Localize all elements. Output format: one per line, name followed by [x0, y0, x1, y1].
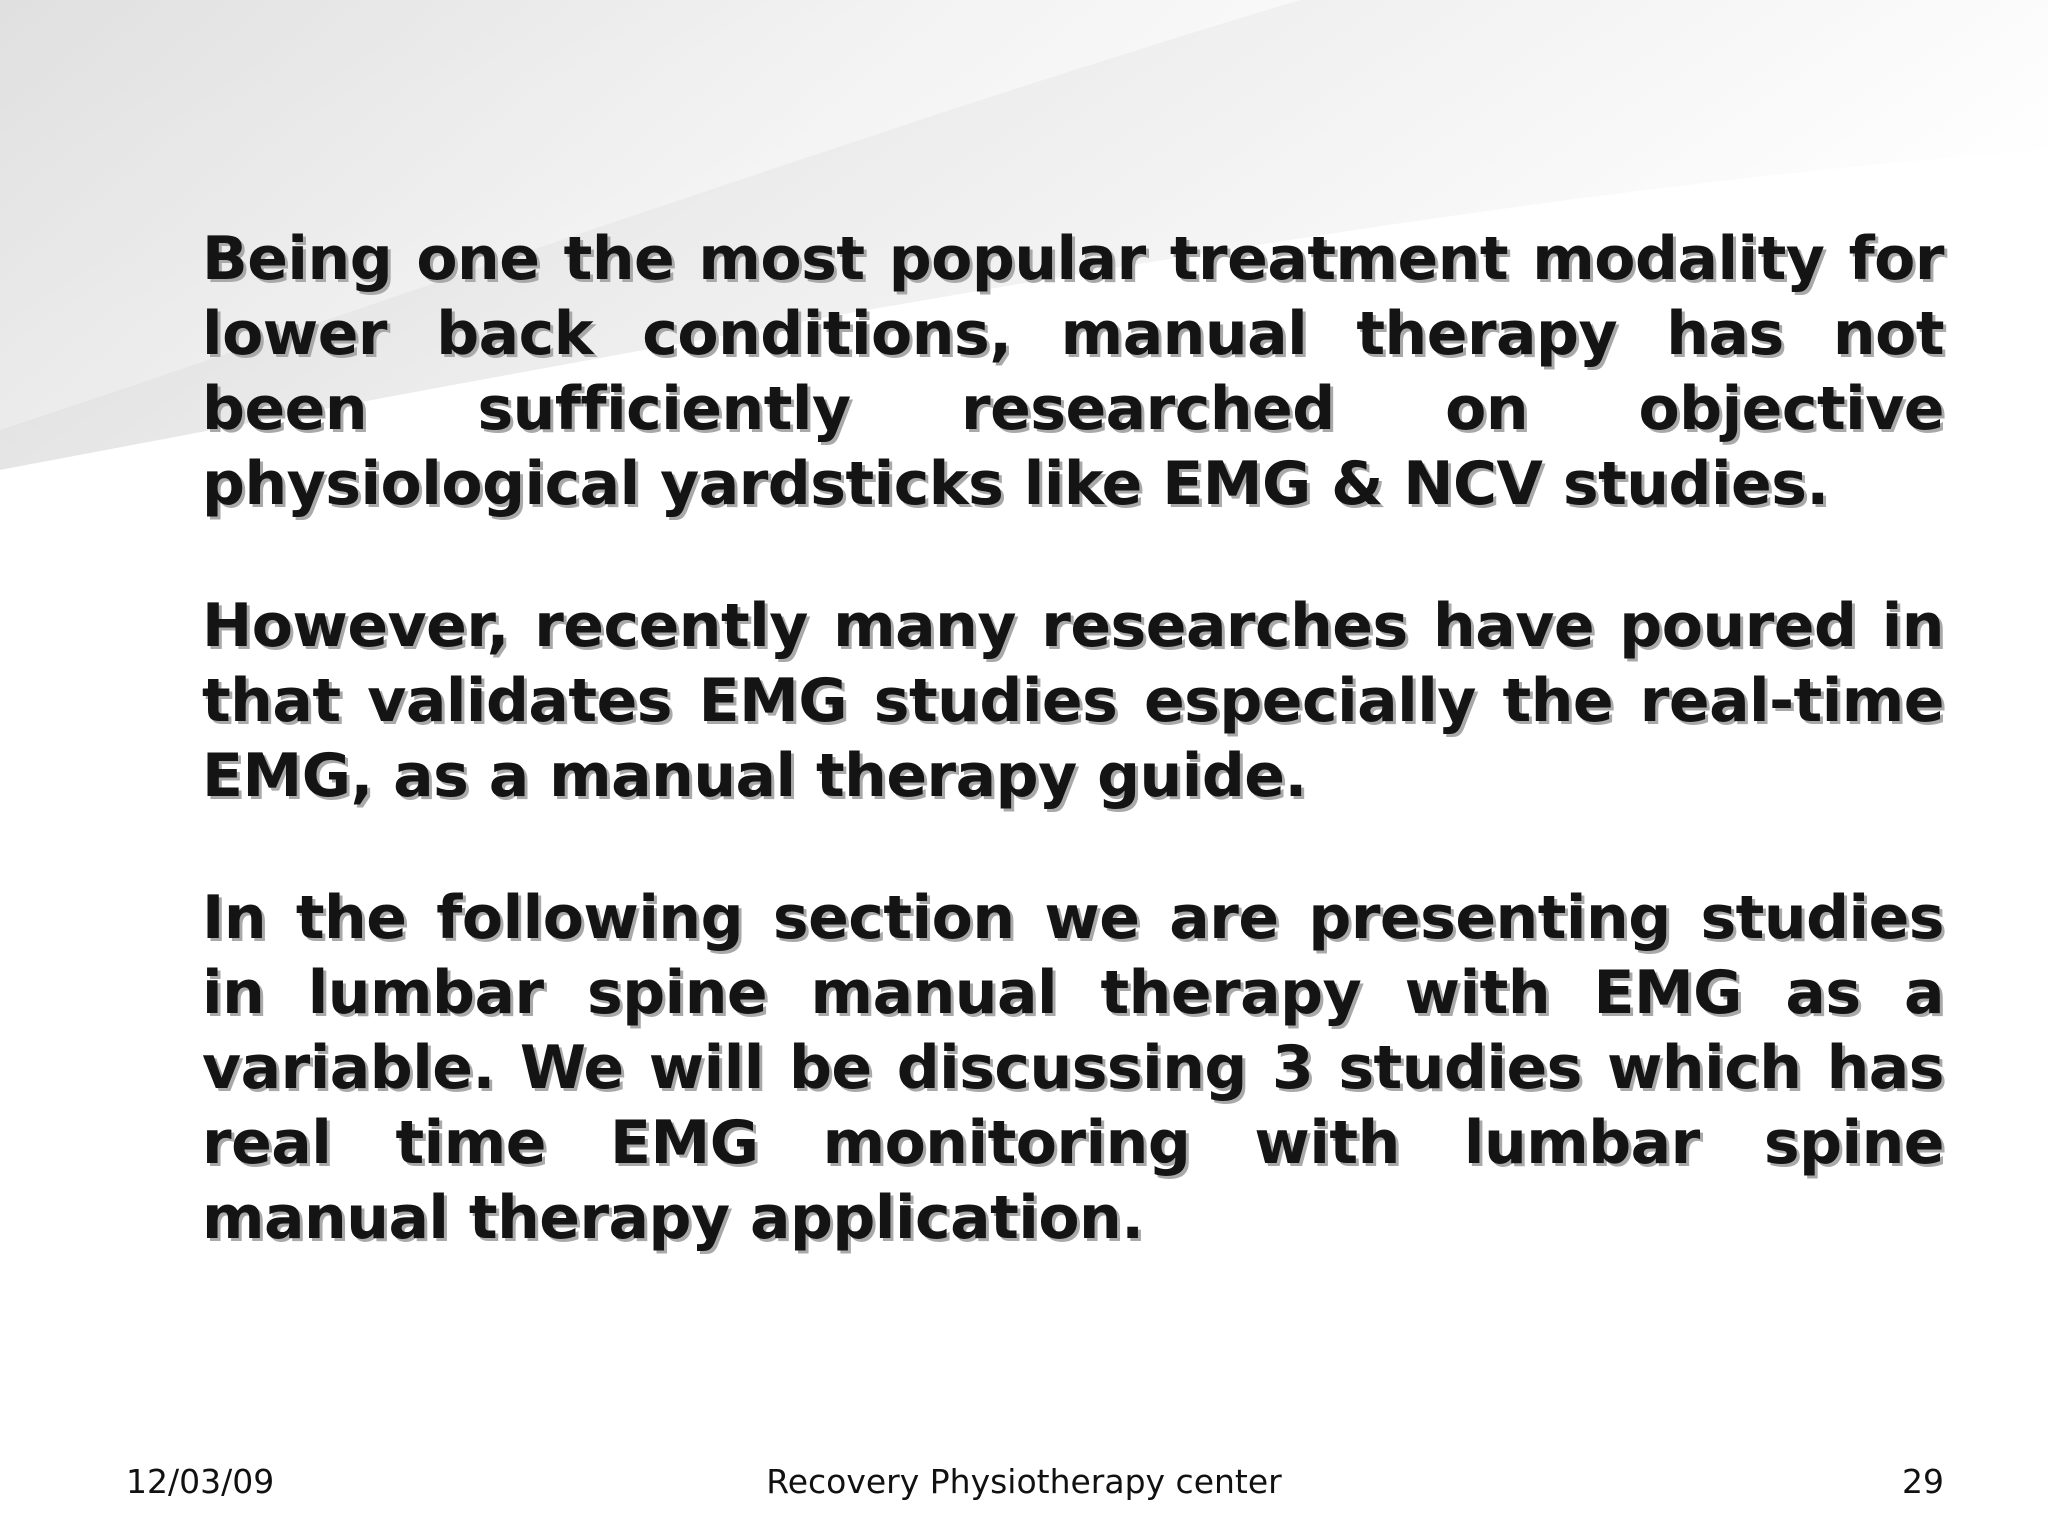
footer-page-number: 29 — [1902, 1462, 1944, 1501]
paragraph-2: However, recently many researches have poured in that validates EMG studies especially the real-time EMG, as a manual therapy guide. — [202, 591, 1944, 811]
slide-body — [202, 222, 1944, 1323]
footer-title: Recovery Physiotherapy center — [766, 1462, 1282, 1501]
footer-date: 12/03/09 — [126, 1462, 275, 1501]
paragraph-3: In the following section we are presenting studies in lumbar spine manual therapy with EMG as a variable. We will be discussing 3 studies which has real time EMG monitoring with lumbar spine manual therapy application. — [202, 883, 1944, 1253]
paragraph-1: Being one the most popular treatment modality for lower back conditions, manual therapy has not been sufficiently researched on objective physiological yardsticks like EMG & NCV studies. — [202, 224, 1944, 519]
